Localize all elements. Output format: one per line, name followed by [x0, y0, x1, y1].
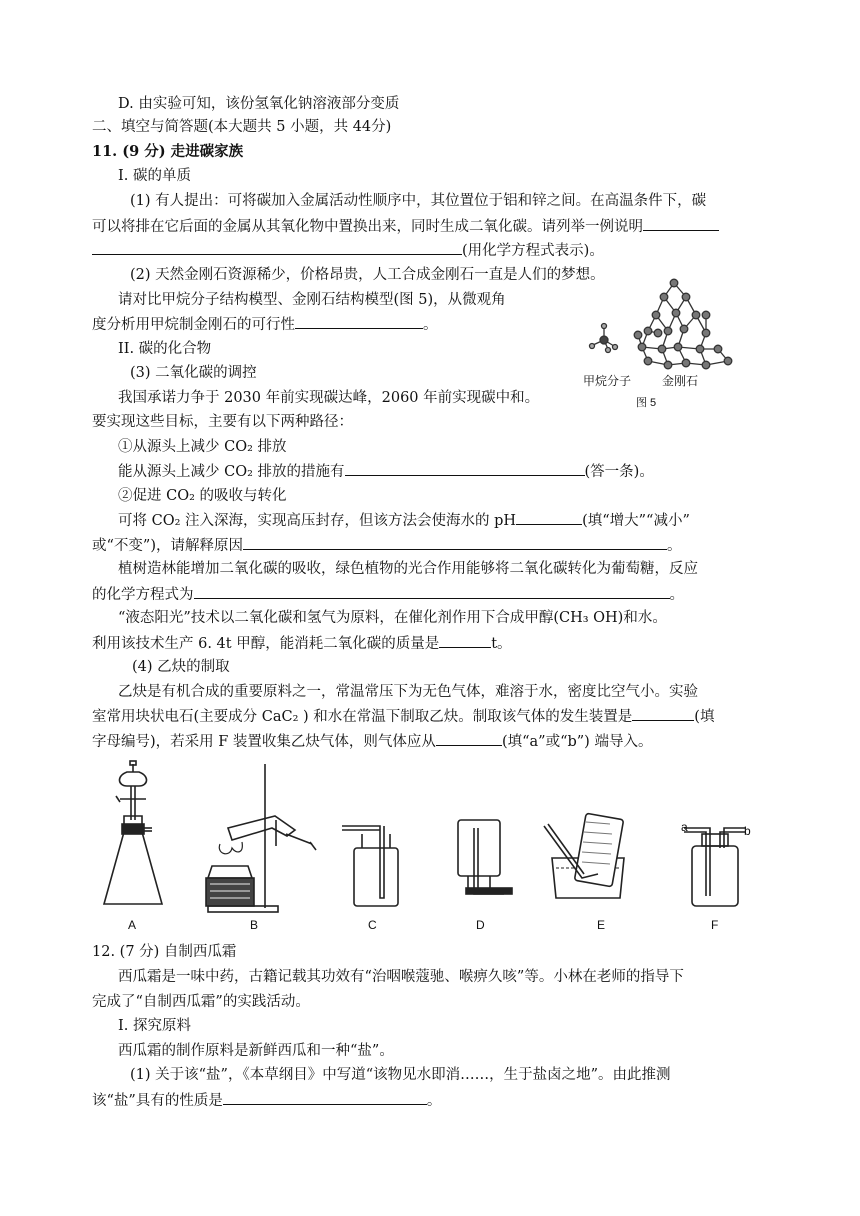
question-12-title: 12. (7 分) 自制西瓜霜 [92, 944, 237, 960]
option-d: D. 由实验可知，该份氢氧化钠溶液部分变质 [118, 96, 400, 112]
answer-blank[interactable] [295, 314, 423, 329]
methane-label: 甲烷分子 [583, 374, 632, 388]
label-a: A [128, 918, 137, 932]
apparatus-e [544, 813, 624, 898]
label-d: D [476, 918, 485, 932]
q11-1-line1: (1) 有人提出：可将碳加入金属活动性顺序中，其位置位于铝和锌之间。在高温条件下，碳 [130, 193, 707, 209]
q12-line3: 西瓜霜的制作原料是新鲜西瓜和一种“盐”。 [118, 1043, 394, 1059]
q12-1-line2: 该“盐”具有的性质是 。 [92, 1090, 441, 1111]
photosynthesis-line2: 的化学方程式为 。 [92, 584, 684, 605]
subheading-carbon-element: I. 碳的单质 [118, 168, 191, 184]
photosynthesis-line1: 植树造林能增加二氧化碳的吸收，绿色植物的光合作用能够将二氧化碳转化为葡萄糖，反应 [118, 561, 698, 577]
liquid-sunshine-line2: 利用该技术生产 6. 4t 甲醇，能消耗二氧化碳的质量是 t。 [92, 633, 512, 654]
route-1: ①从源头上减少 CO₂ 排放 [118, 439, 287, 455]
q12-subheading: I. 探究原料 [118, 1018, 191, 1034]
port-a-label: a [681, 820, 688, 834]
q11-2-line3: 度分析用甲烷制金刚石的可行性 。 [92, 314, 438, 335]
liquid-sunshine-line1: “液态阳光”技术以二氧化碳和氢气为原料，在催化剂作用下合成甲醇(CH₃ OH)和水。 [118, 610, 667, 626]
q11-3-line1: 我国承诺力争于 2030 年前实现碳达峰，2060 年前实现碳中和。 [118, 390, 540, 406]
diamond-model [634, 279, 732, 369]
label-f: F [711, 918, 719, 932]
answer-blank[interactable] [516, 510, 582, 525]
q11-1-line3: (用化学方程式表示)。 [92, 240, 604, 261]
q11-4-title: (4) 乙炔的制取 [132, 659, 230, 675]
section-2-heading: 二、填空与简答题(本大题共 5 小题，共 44分) [92, 119, 392, 135]
q11-3-title: (3) 二氧化碳的调控 [130, 365, 257, 381]
apparatus-diagrams [90, 758, 770, 918]
answer-blank[interactable] [439, 633, 491, 648]
label-b: B [250, 918, 259, 932]
methane-model [590, 324, 618, 353]
label-c: C [368, 918, 377, 932]
answer-blank[interactable] [194, 584, 670, 599]
figure-5-caption: 图 5 [636, 397, 657, 409]
apparatus-f [684, 828, 746, 906]
answer-blank[interactable] [632, 706, 694, 721]
q11-4-line3: 字母编号)，若采用 F 装置收集乙炔气体，则气体应从 (填“a”或“b”) 端导入。 [92, 731, 652, 752]
route-2-question-line1: 可将 CO₂ 注入深海，实现高压封存，但该方法会使海水的 pH (填“增大”“减小” [118, 510, 690, 531]
label-e: E [597, 918, 606, 932]
apparatus-d [458, 820, 512, 894]
diamond-label: 金刚石 [662, 374, 699, 388]
q11-3-line2: 要实现这些目标，主要有以下两种路径： [92, 414, 353, 430]
q11-2-line2: 请对比甲烷分子结构模型、金刚石结构模型(图 5)，从微观角 [118, 292, 506, 308]
q11-4-line1: 乙炔是有机合成的重要原料之一，常温常压下为无色气体，难溶于水，密度比空气小。实验 [118, 684, 698, 700]
answer-blank[interactable] [243, 535, 667, 550]
answer-blank[interactable] [436, 731, 502, 746]
answer-blank[interactable] [345, 461, 585, 476]
route-2: ②促进 CO₂ 的吸收与转化 [118, 488, 287, 504]
q12-1-line1: (1) 关于该“盐”，《本草纲目》中写道“该物见水即消……，生于盐卤之地”。由此推测 [130, 1067, 671, 1083]
apparatus-a [104, 761, 162, 904]
q11-2-line1: (2) 天然金刚石资源稀少，价格昂贵，人工合成金刚石一直是人们的梦想。 [130, 267, 605, 283]
q11-4-line2: 室常用块状电石(主要成分 CaC₂ ) 和水在常温下制取乙炔。制取该气体的发生装置是 (填 [92, 706, 714, 727]
answer-blank[interactable] [92, 240, 462, 255]
q12-line1: 西瓜霜是一味中药，古籍记载其功效有“治咽喉蔻驰、喉痹久咳”等。小林在老师的指导下 [118, 969, 684, 985]
q12-line2: 完成了“自制西瓜霜”的实践活动。 [92, 994, 310, 1010]
route-2-question-line2: 或“不变”)，请解释原因 。 [92, 535, 681, 556]
apparatus-c [342, 826, 398, 906]
port-b-label: b [744, 824, 751, 838]
figure-5-models [578, 275, 768, 410]
answer-blank[interactable] [223, 1090, 427, 1105]
subheading-carbon-compounds: II. 碳的化合物 [118, 341, 212, 357]
q11-1-line2: 可以将排在它后面的金属从其氧化物中置换出来，同时生成二氧化碳。请列举一例说明 [92, 216, 719, 237]
route-1-question: 能从源头上减少 CO₂ 排放的措施有 (答一条)。 [118, 461, 654, 482]
apparatus-b [206, 764, 316, 912]
question-11-title: 11. (9 分) 走进碳家族 [92, 143, 244, 160]
answer-blank[interactable] [643, 216, 719, 231]
